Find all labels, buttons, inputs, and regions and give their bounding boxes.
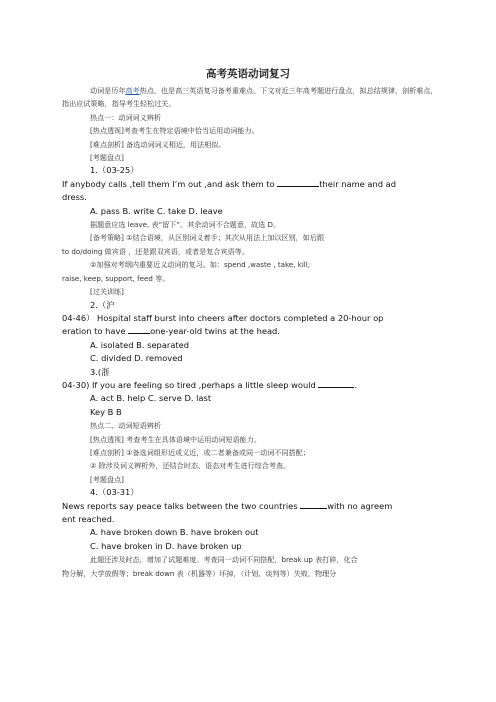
q3-options: A. act B. help C. serve D. last (90, 393, 212, 404)
section1-focus: [热点透视]考查考生在特定语境中恰当运用动词能力。 (90, 126, 259, 136)
q4-options-2: C. have broken in D. have broken up (90, 540, 242, 551)
intro-text-rest: 热点，也是高三英语复习备考重难点。下文对近三年高考题进行盘点，拟总结规律，剖析难点，指出应试策略，指导考生轻松过关。 (62, 86, 438, 109)
section2-heading: 热点二、动词短语辨析 (90, 421, 161, 431)
q1-options: A. pass B. write C. take D. leave (90, 205, 223, 216)
q3-blank (318, 379, 354, 388)
q4-stem-text: News reports say peace talks between the two countries (62, 500, 301, 511)
q4-blank (300, 500, 327, 509)
q2-options-2: C. divided D. removed (90, 353, 183, 364)
q1-stem-text-2: their name and ad (319, 178, 397, 189)
gaokao-link[interactable]: 高考 (125, 86, 140, 95)
section2-review: [考题盘点] (90, 474, 124, 484)
section1-practice: [过关训练] (90, 287, 124, 297)
q3-stem (62, 379, 440, 392)
q2-stem: 04-46） Hospital staff burst into cheers after doctors completed a 20-hour op (62, 312, 384, 323)
q4-number: 4.（03-31） (90, 487, 139, 498)
intro-paragraph (62, 84, 440, 111)
q1-explanation: 据题意应选 leave, 表“留下”。其余动词不合题意，故选 D。 (90, 220, 281, 230)
section2-focus: [热点透视] 考查考生在具体语境中运用动词短语能力。 (90, 434, 261, 444)
q1-blank (277, 178, 319, 187)
q4-stem (62, 500, 440, 513)
q3-stem-end: . (354, 379, 358, 390)
q2-stem-text: eration to have (62, 326, 129, 337)
section1-strategy-2-cont: raise, keep, support, feed 等。 (62, 273, 170, 283)
q1-stem (62, 178, 440, 191)
document-body (62, 84, 440, 580)
q3-number: 3.(浙 (90, 366, 110, 377)
q2-blank (128, 325, 150, 334)
q2-number: 2.（沪 (90, 299, 115, 310)
q1-stem-cont: dress. (62, 192, 87, 203)
section1-difficulty: [难点剖析] 备选动词词义相近，用法相似。 (90, 139, 226, 149)
section2-difficulty: [难点剖析] ①备选词组形近或义近，或二者兼备或同一动词不同搭配； (90, 447, 310, 457)
section1-strategy: [备考策略] ①结合语境，从区别词义着手；其次从用法上加以区别，如后跟 (90, 233, 325, 243)
section1-strategy-cont: to do/doing 做宾语 ，还是跟双宾语，或者是复合宾语等。 (62, 246, 249, 256)
document-title: 高考英语动词复习 (206, 68, 290, 80)
answer-key: Key B B (90, 406, 122, 417)
section1-strategy-2: ②加强对考纲内重要近义动词的复习。如：spend ,waste , take, kill; (90, 260, 311, 270)
q3-stem-text: 04-30) If you are feeling so tired ,perhaps a little sleep would (62, 379, 319, 390)
intro-text: 动词是历年 (90, 86, 126, 95)
section1-heading: 热点一：动词词义辨析 (90, 112, 161, 122)
q2-stem-text-2: one-year-old twins at the head. (150, 326, 280, 337)
q4-explanation-cont: 物分解，大学放假等；break down 表（机器等）坏掉，（计划、谈判等）失败，物理分 (62, 568, 337, 578)
q4-options-1: A. have broken down B. have broken out (90, 527, 259, 538)
q4-stem-text-2: with no agreem (327, 500, 393, 511)
section2-difficulty-2: ② 除涉及词义辨析外，还结合时态、语态对考生进行综合考查。 (90, 461, 291, 471)
q2-options-1: A. isolated B. separated (90, 339, 190, 350)
q1-stem-text: If anybody calls ,tell them I’m out ,and ask them to (62, 178, 278, 189)
q1-number: 1.（03-25） (90, 165, 139, 176)
q2-stem-cont (62, 325, 440, 338)
q4-stem-cont: ent reached. (62, 514, 115, 524)
section1-review: [考题盘点] (90, 153, 124, 163)
q4-explanation: 此题还涉及时态，增加了试题难度。考查同一动词不同搭配，break up 表打碎，化合 (90, 555, 358, 565)
